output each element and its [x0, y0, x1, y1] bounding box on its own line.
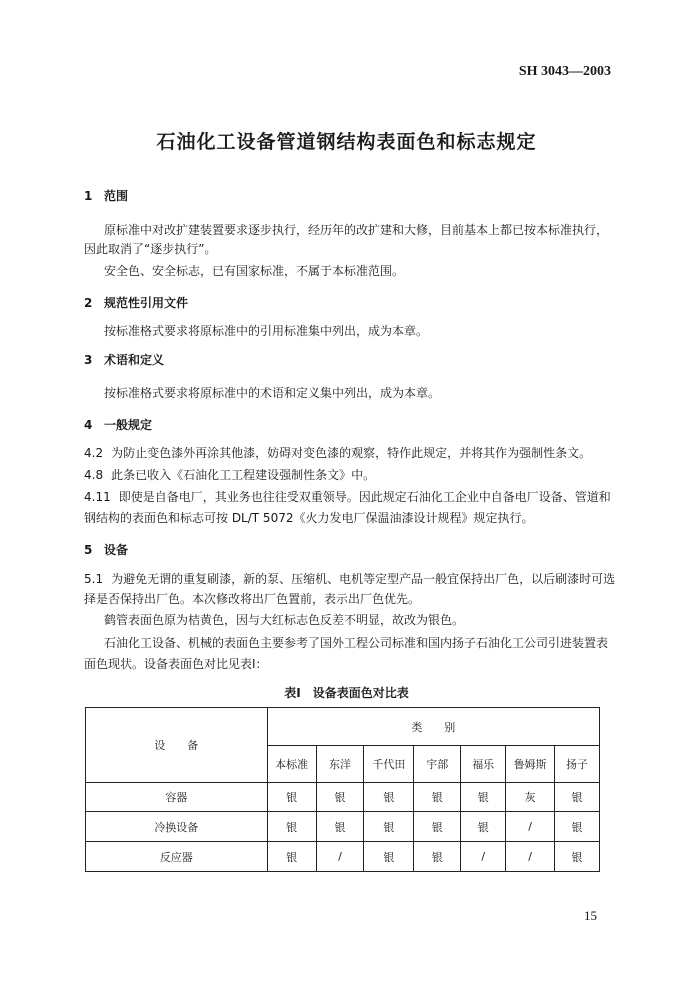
standard-number: SH 3043—2003 [518, 64, 611, 79]
row-header-cell: 设 备 [86, 708, 268, 783]
section-2-heading [84, 294, 188, 311]
table-cell: / [316, 842, 364, 872]
section-4-heading [84, 416, 152, 433]
column-header: 福乐 [461, 746, 506, 783]
surface-color-table [85, 707, 600, 872]
section-3-paragraph: 按标准格式要求将原标准中的术语和定义集中列出，成为本章。 [104, 386, 441, 400]
table-cell: 银 [414, 783, 461, 812]
row-label: 冷换设备 [86, 812, 268, 842]
clause-4-11-continued: 钢结构的表面色和标志可按 DL/T 5072《火力发电厂保温油漆设计规程》规定执行。 [84, 511, 534, 525]
table-cell: 银 [316, 783, 364, 812]
group-header-cell: 类 别 [267, 708, 599, 746]
clause-number: 4.11 [84, 490, 111, 504]
column-header: 宇部 [414, 746, 461, 783]
column-header: 鲁姆斯 [506, 746, 555, 783]
clause-number: 5.1 [84, 572, 104, 586]
table-cell: / [506, 812, 555, 842]
section-1-heading [84, 187, 128, 204]
table-cell: 银 [461, 812, 506, 842]
clause-4-2 [84, 444, 591, 461]
section-5-paragraph-3a: 石油化工设备、机械的表面色主要参考了国外工程公司标准和国内扬子石油化工公司引进装置表 [104, 636, 609, 650]
section-5-heading [84, 541, 128, 558]
clause-text: 此条已收入《石油化工工程建设强制性条文》中。 [111, 468, 376, 482]
section-number: 4 [84, 418, 93, 432]
table-cell: 银 [555, 812, 600, 842]
column-header: 千代田 [364, 746, 414, 783]
section-2-paragraph: 按标准格式要求将原标准中的引用标准集中列出，成为本章。 [104, 324, 429, 338]
clause-5-1 [84, 570, 615, 587]
table-cell: 银 [364, 842, 414, 872]
section-1-paragraph-2: 安全色、安全标志，已有国家标准，不属于本标准范围。 [104, 264, 405, 278]
table-row [86, 842, 600, 872]
clause-5-1-continued: 择是否保持出厂色。本次修改将出厂色置前，表示出厂色优先。 [84, 592, 421, 606]
clause-text: 即使是自备电厂，其业务也往往受双重领导。因此规定石油化工企业中自备电厂设备、管道和 [118, 490, 611, 504]
clause-text: 为防止变色漆外再涂其他漆，妨碍对变色漆的观察，特作此规定，并将其作为强制性条文。 [111, 446, 592, 460]
section-title: 范围 [104, 189, 129, 203]
section-number: 2 [84, 296, 93, 310]
section-1-paragraph-1b: 因此取消了“逐步执行”。 [84, 242, 217, 256]
clause-4-8 [84, 466, 375, 483]
column-header: 本标准 [267, 746, 316, 783]
section-3-heading [84, 351, 164, 368]
section-title: 术语和定义 [104, 353, 165, 367]
section-title: 规范性引用文件 [104, 296, 189, 310]
row-label: 容器 [86, 783, 268, 812]
section-title: 一般规定 [104, 418, 153, 432]
section-5-paragraph-3b: 面色现状。设备表面色对比见表Ⅰ： [84, 657, 268, 671]
table-caption: 表Ⅰ 设备表面色对比表 [284, 686, 409, 700]
table-row [86, 812, 600, 842]
table-cell: 银 [267, 842, 316, 872]
clause-number: 4.8 [84, 468, 104, 482]
table-cell: 银 [555, 783, 600, 812]
table-cell: 银 [364, 783, 414, 812]
column-header: 东洋 [316, 746, 364, 783]
document-title: 石油化工设备管道钢结构表面色和标志规定 [156, 131, 537, 153]
table-cell: 银 [267, 783, 316, 812]
section-number: 3 [84, 353, 93, 367]
section-5-paragraph-2: 鹤管表面色原为桔黄色，因与大红标志色反差不明显，故改为银色。 [104, 613, 465, 627]
table-cell: / [461, 842, 506, 872]
row-label: 反应器 [86, 842, 268, 872]
table-cell: 灰 [506, 783, 555, 812]
table-cell: 银 [414, 842, 461, 872]
column-header: 扬子 [555, 746, 600, 783]
clause-number: 4.2 [84, 446, 104, 460]
clause-text: 为避免无谓的重复刷漆，新的泵、压缩机、电机等定型产品一般宜保持出厂色，以后刷漆时可选 [111, 572, 616, 586]
table-cell: 银 [316, 812, 364, 842]
section-number: 1 [84, 189, 93, 203]
section-title: 设备 [104, 543, 129, 557]
table-cell: / [506, 842, 555, 872]
clause-4-11 [84, 488, 611, 505]
table-cell: 银 [555, 842, 600, 872]
table-cell: 银 [267, 812, 316, 842]
section-number: 5 [84, 543, 93, 557]
table-cell: 银 [461, 783, 506, 812]
table-row [86, 783, 600, 812]
page-number: 15 [584, 908, 597, 923]
table-cell: 银 [364, 812, 414, 842]
table-header-row [86, 708, 600, 746]
section-1-paragraph-1a: 原标准中对改扩建装置要求逐步执行，经历年的改扩建和大修，目前基本上都已按本标准执行， [104, 223, 609, 237]
table-cell: 银 [414, 812, 461, 842]
